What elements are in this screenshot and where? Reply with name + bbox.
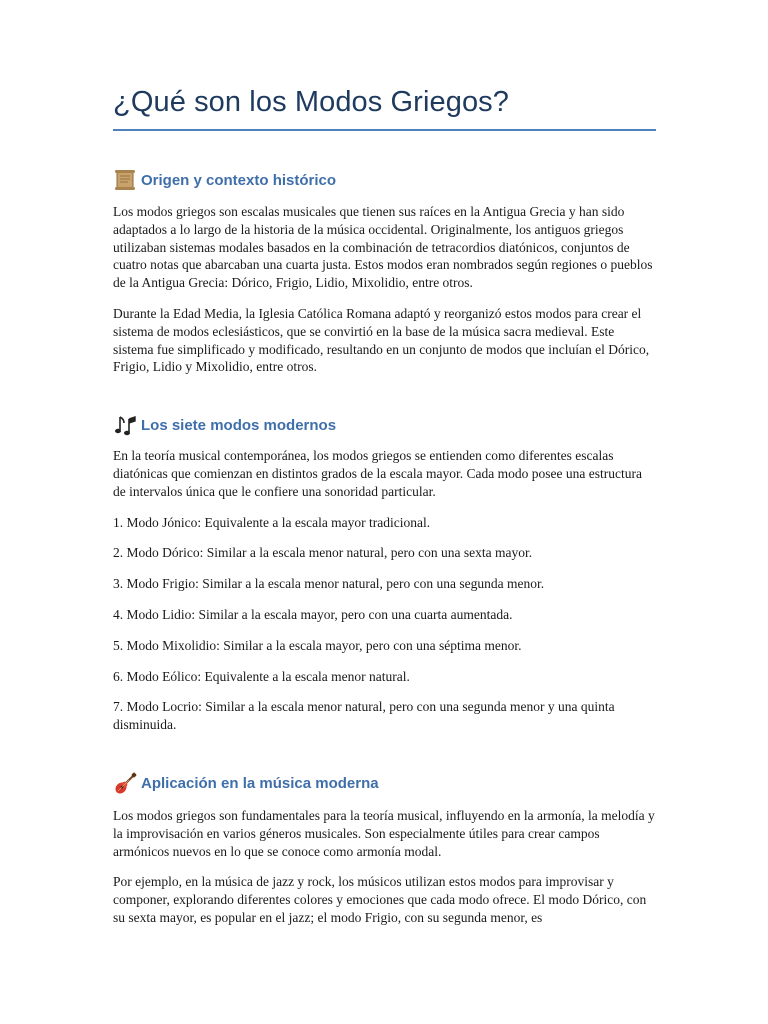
- list-item: 6. Modo Eólico: Equivalente a la escala menor natural.: [113, 668, 410, 684]
- section-heading-label: Los siete modos modernos: [141, 416, 337, 434]
- section-modern-modes: [113, 412, 656, 734]
- guitar-icon: [113, 772, 137, 796]
- section-heading-label: Aplicación en la música moderna: [141, 775, 379, 793]
- paragraph: Por ejemplo, en la música de jazz y rock, los músicos utilizan estos modos para improvisar y componer, explorando diferentes colores y emociones que cada modo ofrece. El modo Dórico, con su sexta mayor, es popular en el jazz; el modo Frigio, con su segunda menor, es: [113, 874, 647, 925]
- music-notes-icon: [113, 413, 137, 437]
- list-item: 5. Modo Mixolidio: Similar a la escala mayor, pero con una séptima menor.: [113, 637, 522, 653]
- list-item: 3. Modo Frigio: Similar a la escala menor natural, pero con una segunda menor.: [113, 576, 545, 592]
- paragraph: Durante la Edad Media, la Iglesia Católica Romana adaptó y reorganizó estos modos para crear el sistema de modos eclesiásticos, que se convirtió en la base de la música sacra medieval. Este sistema fue simplificado y modificado, resultando en un conjunto de modos que incluían el Dórico, Frigio, Lidio y Mixolidio, entre otros.: [113, 305, 650, 375]
- list-item: 1. Modo Jónico: Equivalente a la escala mayor tradicional.: [113, 514, 431, 530]
- section-modern-application: [113, 771, 656, 927]
- list-item: 7. Modo Locrio: Similar a la escala menor natural, pero con una segunda menor y una quinta disminuida.: [113, 699, 615, 733]
- list-item: 2. Modo Dórico: Similar a la escala menor natural, pero con una sexta mayor.: [113, 545, 533, 561]
- section-heading-label: Origen y contexto histórico: [141, 171, 337, 189]
- paragraph: Los modos griegos son fundamentales para la teoría musical, influyendo en la armonía, la melodía y la improvisación en varios géneros musicales. Son especialmente útiles para crear campos armónicos nuevos en lo que se conoce como armonía modal.: [113, 807, 655, 859]
- paragraph: Los modos griegos son escalas musicales que tienen sus raíces en la Antigua Grecia y han sido adaptados a lo largo de la historia de la música occidental. Originalmente, los antiguos griegos utilizaban sistemas modales basados en la combinación de tetracordios diatónicos, conjuntos de cuatro notas que abarcaban una cuarta justa. Estos modos eran nombrados según regiones o pueblos de la Antigua Grecia: Dórico, Frigio, Lidio, Mixolidio, entre otros.: [113, 204, 653, 291]
- section-heading-modern-application: [113, 771, 656, 797]
- document-content: [113, 86, 656, 927]
- section-heading-origin: [113, 167, 656, 193]
- section-origin: [113, 167, 656, 376]
- section-heading-modern-modes: [113, 412, 656, 438]
- paragraph: En la teoría musical contemporánea, los modos griegos se entienden como diferentes escalas diatónicas que comienzan en distintos grados de la escala mayor. Cada modo posee una estructura de intervalos única que le confiere una sonoridad particular.: [113, 448, 642, 499]
- list-item: 4. Modo Lidio: Similar a la escala mayor, pero con una cuarta aumentada.: [113, 606, 513, 622]
- page-title: ¿Qué son los Modos Griegos?: [113, 86, 656, 131]
- scroll-icon: [113, 168, 137, 192]
